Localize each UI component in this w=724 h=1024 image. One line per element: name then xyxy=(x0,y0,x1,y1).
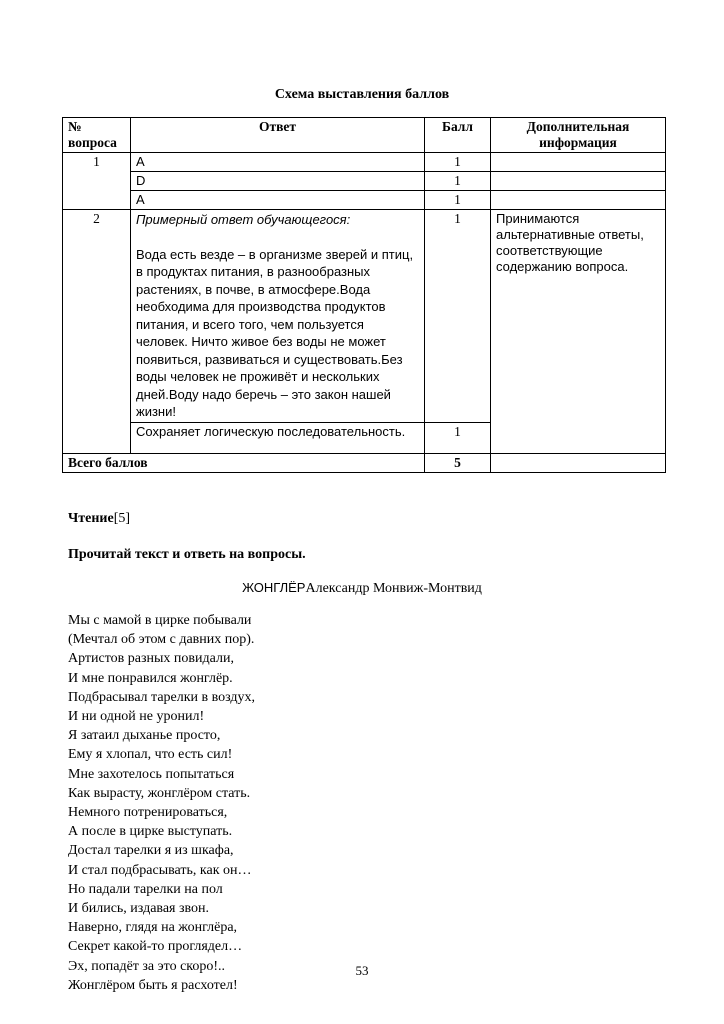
header-answer: Ответ xyxy=(131,118,425,153)
total-row xyxy=(63,453,666,472)
poem-line: Артистов разных повидали, xyxy=(68,651,234,667)
answer-text: Вода есть везде – в организме зверей и птиц, в продуктах питания, в разнообразных растениях, в почве, в атмосфере.Вода необходима для производства продуктов питания, и всего того, чем пользуется человек. Ничто живое без воды не может появиться, развиваться и существовать.Без воды человек не проживёт и нескольких дней.Воду надо беречь – это закон нашей жизни! xyxy=(136,246,414,419)
poem-author: Александр Монвиж-Монтвид xyxy=(305,581,482,596)
page-number: 53 xyxy=(355,963,369,978)
poem-line: И мне понравился жонглёр. xyxy=(68,670,233,686)
reading-title: Чтение xyxy=(68,511,114,526)
table-header-row xyxy=(63,118,666,153)
poem-line: Мне захотелось попытаться xyxy=(68,766,235,782)
score-cell: 1 xyxy=(425,210,491,423)
answer-cell: Сохраняет логическую последовательность. xyxy=(131,422,425,453)
instruction: Прочитай текст и ответь на вопросы. xyxy=(68,547,306,562)
table-row xyxy=(63,210,666,423)
question-number: 1 xyxy=(63,153,131,210)
info-cell xyxy=(491,172,666,191)
poem xyxy=(68,611,255,995)
score-cell: 1 xyxy=(425,191,491,210)
info-cell xyxy=(491,191,666,210)
poem-line: Немного потренироваться, xyxy=(68,805,228,821)
reading-points: [5] xyxy=(113,511,131,526)
poem-line: Ему я хлопал, что есть сил! xyxy=(68,747,233,763)
poem-line: А после в цирке выступать. xyxy=(68,824,233,840)
answer-cell: A xyxy=(131,153,425,172)
poem-line: Я затаил дыханье просто, xyxy=(68,728,221,744)
poem-line: И бились, издавая звон. xyxy=(68,901,210,917)
table-row xyxy=(63,153,666,172)
answer-cell: A xyxy=(131,191,425,210)
page-title: Схема выставления баллов xyxy=(274,87,450,102)
header-additional-info: Дополнительная информация xyxy=(491,118,666,153)
poem-line: Но падали тарелки на пол xyxy=(68,881,223,897)
header-score: Балл xyxy=(425,118,491,153)
score-cell: 1 xyxy=(425,422,491,453)
info-cell: Принимаются альтернативные ответы, соответствующие содержанию вопроса. xyxy=(491,210,666,454)
answer-cell xyxy=(131,210,425,423)
score-cell: 1 xyxy=(425,153,491,172)
poem-line: Мы с мамой в цирке побывали xyxy=(68,613,252,628)
poem-line: Подбрасывал тарелки в воздух, xyxy=(68,689,256,705)
score-cell: 1 xyxy=(425,172,491,191)
poem-line: Достал тарелки я из шкафа, xyxy=(68,843,234,859)
poem-line: И стал подбрасывать, как он… xyxy=(68,862,252,878)
table-row xyxy=(63,191,666,210)
poem-heading xyxy=(0,580,724,597)
info-cell xyxy=(491,153,666,172)
answer-lead: Примерный ответ обучающегося: xyxy=(136,212,351,227)
poem-title: ЖОНГЛЁР xyxy=(242,580,306,595)
header-question-number: № вопроса xyxy=(63,118,131,153)
info-cell xyxy=(491,453,666,472)
poem-line: Секрет какой-то проглядел… xyxy=(68,939,243,955)
total-score: 5 xyxy=(425,453,491,472)
answer-cell: D xyxy=(131,172,425,191)
question-number: 2 xyxy=(63,210,131,454)
total-label: Всего баллов xyxy=(63,453,425,472)
poem-line: Как вырасту, жонглёром стать. xyxy=(68,785,251,801)
reading-heading xyxy=(68,511,130,527)
poem-line: Эх, попадёт за это скоро!.. xyxy=(68,958,226,974)
scoring-table xyxy=(62,117,666,473)
poem-line: (Мечтал об этом с давних пор). xyxy=(68,632,255,648)
poem-line: Наверно, глядя на жонглёра, xyxy=(68,920,238,936)
poem-line: Жонглёром быть я расхотел! xyxy=(68,977,238,993)
poem-line: И ни одной не уронил! xyxy=(68,709,205,725)
table-row xyxy=(63,172,666,191)
